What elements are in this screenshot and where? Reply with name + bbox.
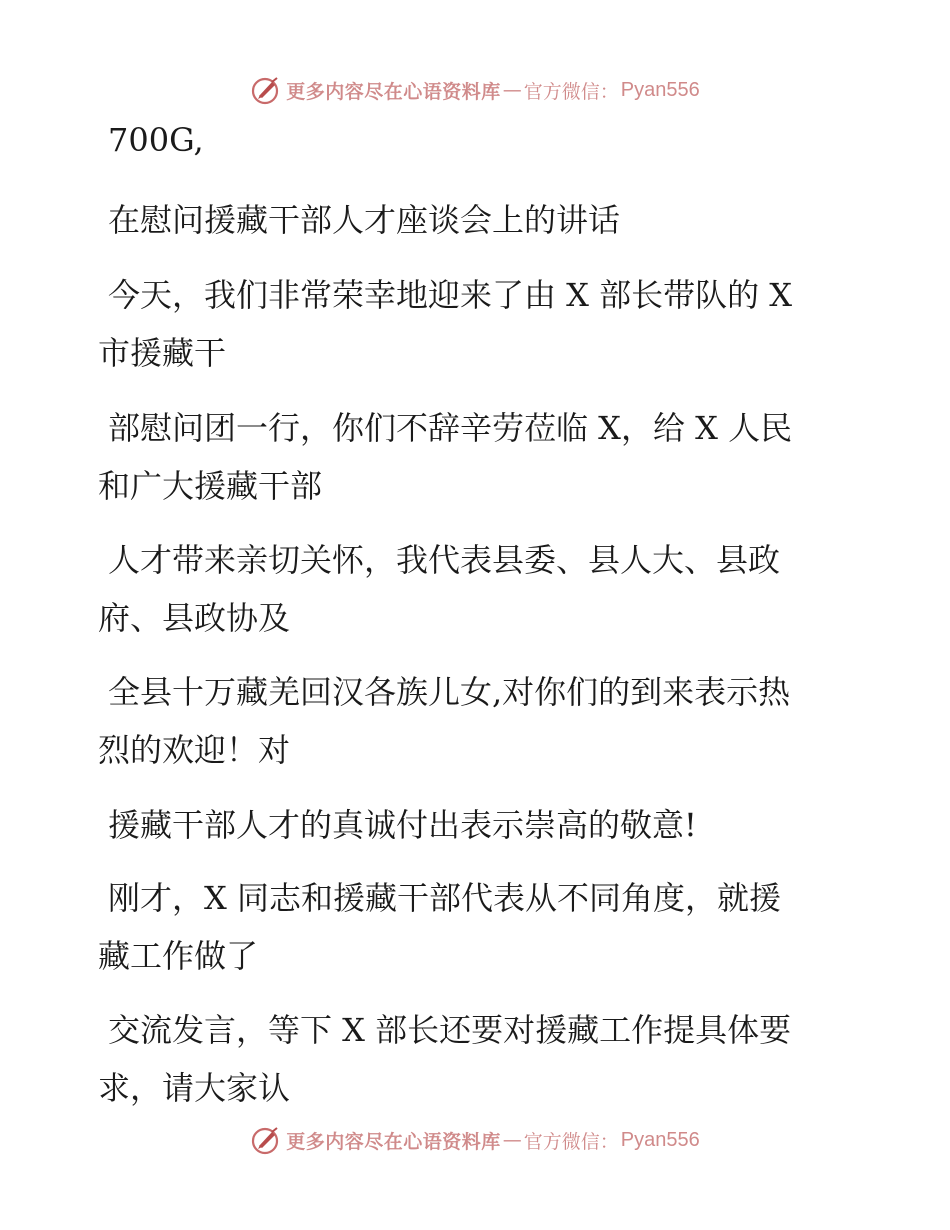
doc-line: 府、县政协及 [98, 599, 291, 637]
banner-separator: — [502, 79, 522, 101]
doc-line: 人才带来亲切关怀，我代表县委、县人大、县政 [108, 541, 781, 579]
doc-line: 烈的欢迎！对 [98, 731, 291, 769]
quill-pen-logo-icon [250, 1124, 282, 1156]
doc-line: 部慰问团一行，你们不辞辛劳莅临 X，给 X 人民 [108, 409, 793, 447]
doc-line: 市援藏干 [98, 334, 227, 372]
doc-line: 刚才，X 同志和援藏干部代表从不同角度，就援 [108, 879, 781, 917]
banner-wechat-handle: Pyan556 [620, 78, 700, 101]
doc-line: 援藏干部人才的真诚付出表示崇高的敬意! [108, 806, 697, 844]
banner-site-name: 更多内容尽在心语资料库 [286, 80, 501, 103]
banner-site-name: 更多内容尽在心语资料库 [286, 1130, 501, 1153]
quill-pen-logo-icon [250, 74, 282, 106]
doc-line: 藏工作做了 [98, 937, 259, 975]
doc-line: 700G, [108, 121, 204, 159]
banner-wechat-handle: Pyan556 [620, 1128, 700, 1151]
banner-wechat-label: 官方微信： [523, 80, 619, 103]
doc-title: 在慰问援藏干部人才座谈会上的讲话 [108, 201, 621, 239]
doc-line: 全县十万藏羌回汉各族儿女,对你们的到来表示热 [108, 673, 791, 711]
header-watermark-banner [0, 70, 950, 110]
doc-line: 交流发言，等下 X 部长还要对援藏工作提具体要 [108, 1011, 792, 1049]
banner-separator: — [502, 1129, 522, 1151]
doc-line: 和广大援藏干部 [98, 467, 323, 505]
footer-watermark-banner [0, 1120, 950, 1160]
doc-line: 今天，我们非常荣幸地迎来了由 X 部长带队的 X [108, 276, 793, 314]
doc-line: 求，请大家认 [98, 1069, 291, 1107]
banner-wechat-label: 官方微信： [523, 1130, 619, 1153]
